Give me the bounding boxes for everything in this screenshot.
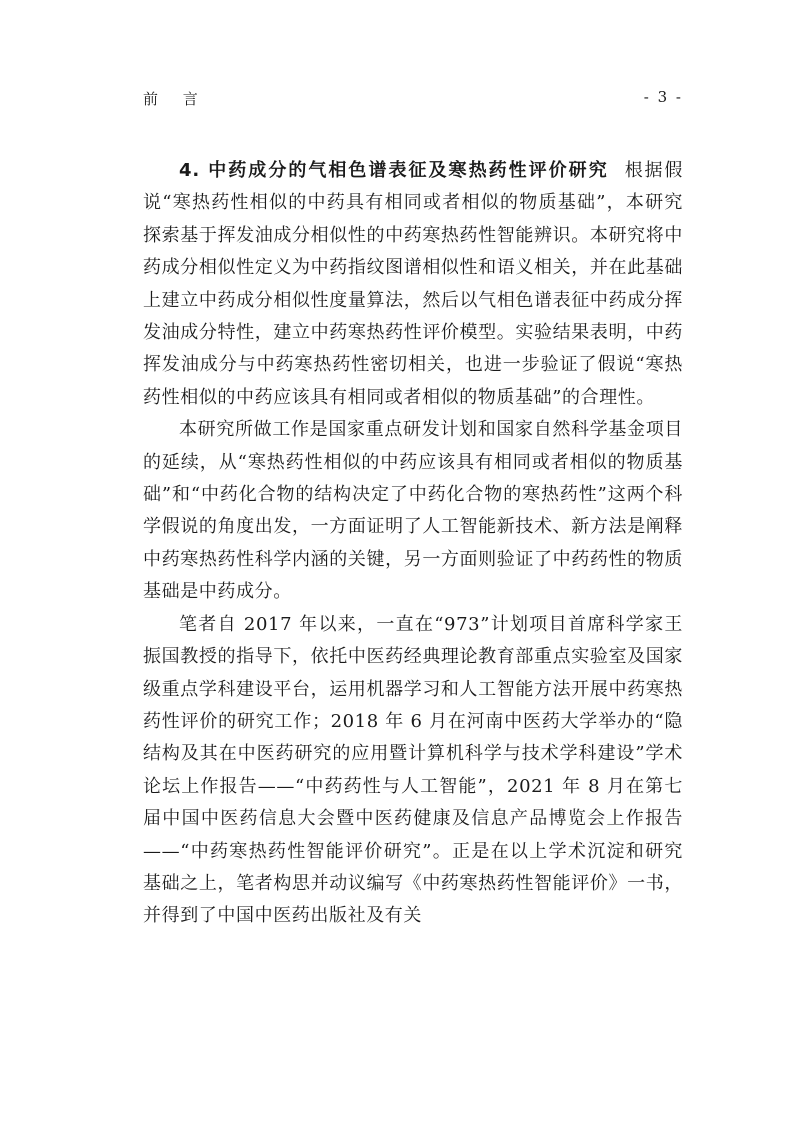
section-heading: 4. 中药成分的气相色谱表征及寒热药性评价研究: [179, 160, 609, 181]
paragraph-1: [143, 155, 683, 414]
page-number: - 3 -: [643, 88, 683, 106]
page-header: [143, 88, 683, 112]
paragraph-3: 笔者自 2017 年以来，一直在“973”计划项目首席科学家王振国教授的指导下，依托中医药经典理论教育部重点实验室及国家级重点学科建设平台，运用机器学习和人工智能方法开展中药寒热药性评价的研究工作；2018 年 6 月在河南中医药大学举办的“隐结构及其在中医药研究的应用暨计算机科学与技术学科建设”学术论坛上作报告——“中药药性与人工智能”，2021 年 8 月在第七届中国中医药信息大会暨中医药健康及信息产品博览会上作报告——“中药寒热药性智能评价研究”。正是在以上学术沉淀和研究基础之上，笔者构思并动议编写《中药寒热药性智能评价》一书，并得到了中国中医药出版社及有关: [143, 613, 683, 927]
running-header-section: 前 言: [143, 90, 208, 108]
document-body: [143, 155, 683, 933]
paragraph-1-text: 根据假说“寒热药性相似的中药具有相同或者相似的物质基础”，本研究探索基于挥发油成分相似性的中药寒热药性智能辨识。本研究将中药成分相似性定义为中药指纹图谱相似性和语义相关，并在此基础上建立中药成分相似性度量算法，然后以气相色谱表征中药成分挥发油成分特性，建立中药寒热药性评价模型。实验结果表明，中药挥发油成分与中药寒热药性密切相关，也进一步验证了假说“寒热药性相似的中药应该具有相同或者相似的物质基础”的合理性。: [143, 160, 683, 408]
paragraph-2: 本研究所做工作是国家重点研发计划和国家自然科学基金项目的延续，从“寒热药性相似的中药应该具有相同或者相似的物质基础”和“中药化合物的结构决定了中药化合物的寒热药性”这两个科学假说的角度出发，一方面证明了人工智能新技术、新方法是阐释中药寒热药性科学内涵的关键，另一方面则验证了中药药性的物质基础是中药成分。: [143, 419, 683, 603]
